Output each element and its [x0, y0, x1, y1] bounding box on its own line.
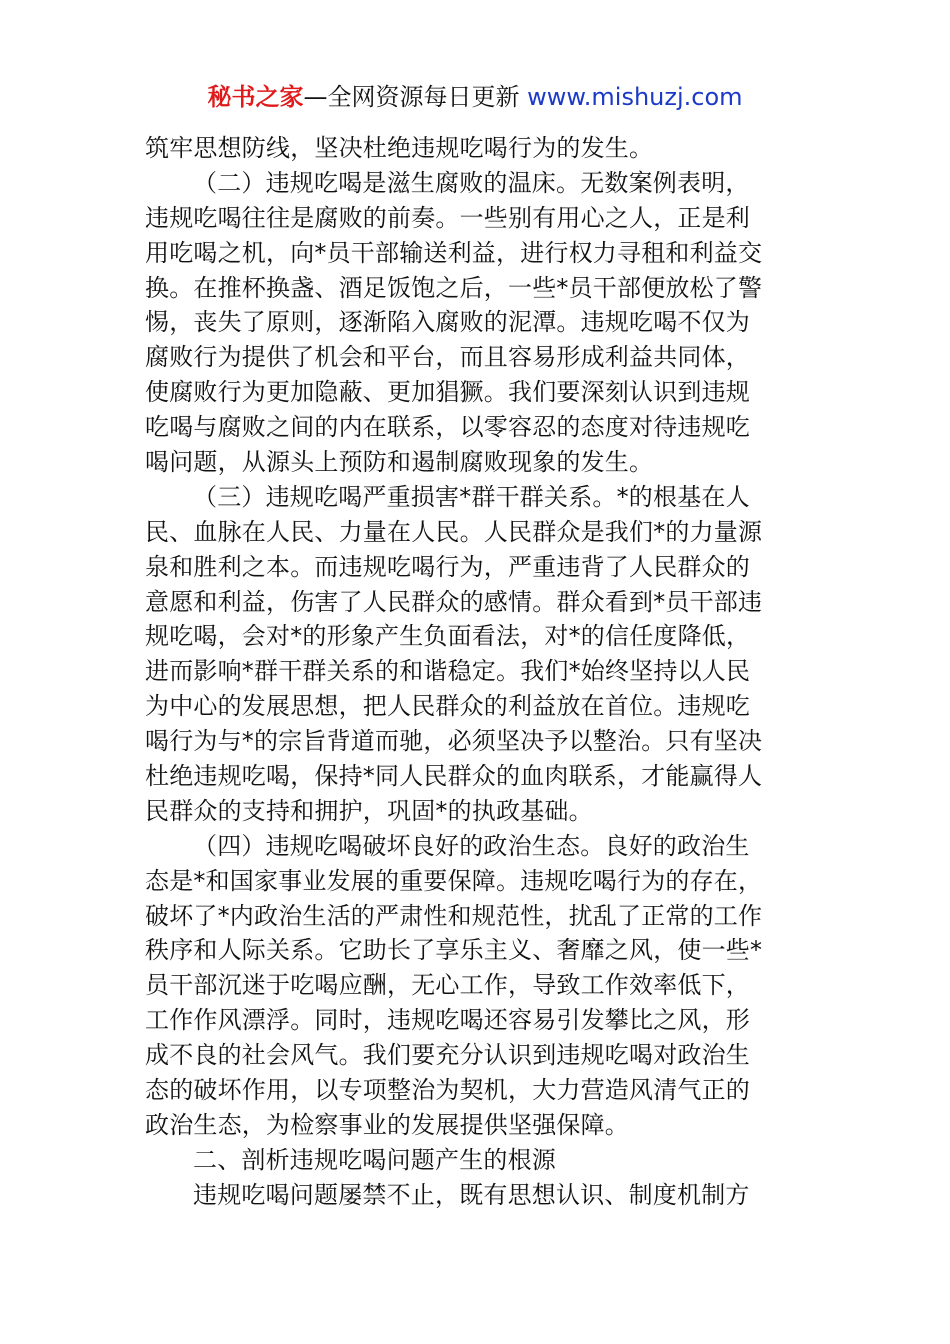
- text-line: 态是*和国家事业发展的重要保障。违规吃喝行为的存在，: [145, 866, 763, 895]
- text-line: 喝问题，从源头上预防和遏制腐败现象的发生。: [145, 448, 654, 477]
- text-line: （二）违规吃喝是滋生腐败的温床。无数案例表明，: [193, 168, 750, 197]
- text-line: 工作作风漂浮。同时，违规吃喝还容易引发攀比之风，形: [145, 1006, 750, 1035]
- document-body: [145, 131, 807, 1213]
- text-line: 使腐败行为更加隐蔽、更加猖獗。我们要深刻认识到违规: [145, 378, 750, 407]
- text-line: 用吃喝之机，向*员干部输送利益，进行权力寻租和利益交: [145, 238, 763, 267]
- text-line: 民群众的支持和拥护，巩固*的执政基础。: [145, 796, 593, 825]
- text-line: （四）违规吃喝破坏良好的政治生态。良好的政治生: [193, 831, 750, 860]
- text-line: 惕，丧失了原则，逐渐陷入腐败的泥潭。违规吃喝不仅为: [145, 308, 750, 337]
- text-line: 进而影响*群干群关系的和谐稳定。我们*始终坚持以人民: [145, 657, 751, 686]
- text-line: 违规吃喝往往是腐败的前奏。一些别有用心之人，正是利: [145, 203, 750, 232]
- page-header: [0, 80, 950, 114]
- text-line: 民、血脉在人民、力量在人民。人民群众是我们*的力量源: [145, 517, 763, 546]
- text-line: 政治生态，为检察事业的发展提供坚强保障。: [145, 1110, 629, 1139]
- text-line: 员干部沉迷于吃喝应酬，无心工作，导致工作效率低下，: [145, 971, 750, 1000]
- text-line: 意愿和利益，伤害了人民群众的感情。群众看到*员干部违: [145, 587, 763, 616]
- text-line: 成不良的社会风气。我们要充分认识到违规吃喝对政治生: [145, 1041, 750, 1070]
- text-line: 腐败行为提供了机会和平台，而且容易形成利益共同体，: [145, 343, 750, 372]
- text-line: 杜绝违规吃喝，保持*同人民群众的血肉联系，才能赢得人: [145, 762, 763, 791]
- text-line: 态的破坏作用，以专项整治为契机，大力营造风清气正的: [145, 1076, 750, 1105]
- text-line: 换。在推杯换盏、酒足饭饱之后，一些*员干部便放松了警: [145, 273, 763, 302]
- site-tagline: —全网资源每日更新: [303, 83, 528, 111]
- text-line: 违规吃喝问题屡禁不止，既有思想认识、制度机制方: [193, 1180, 750, 1209]
- text-line: 规吃喝，会对*的形象产生负面看法，对*的信任度降低，: [145, 622, 751, 651]
- text-line: 二、剖析违规吃喝问题产生的根源: [193, 1145, 556, 1174]
- text-line: 为中心的发展思想，把人民群众的利益放在首位。违规吃: [145, 692, 750, 721]
- text-line: 秩序和人际关系。它助长了享乐主义、奢靡之风，使一些*: [145, 936, 763, 965]
- text-line: 泉和胜利之本。而违规吃喝行为，严重违背了人民群众的: [145, 552, 750, 581]
- text-line: 吃喝与腐败之间的内在联系，以零容忍的态度对待违规吃: [145, 413, 750, 442]
- text-line: 破坏了*内政治生活的严肃性和规范性，扰乱了正常的工作: [145, 901, 763, 930]
- text-line: （三）违规吃喝严重损害*群干群关系。*的根基在人: [193, 482, 750, 511]
- text-line: 喝行为与*的宗旨背道而驰，必须坚决予以整治。只有坚决: [145, 727, 763, 756]
- site-brand: 秘书之家: [207, 83, 304, 111]
- site-url-link[interactable]: www.mishuzj.com: [527, 83, 743, 111]
- text-line: 筑牢思想防线，坚决杜绝违规吃喝行为的发生。: [145, 134, 654, 162]
